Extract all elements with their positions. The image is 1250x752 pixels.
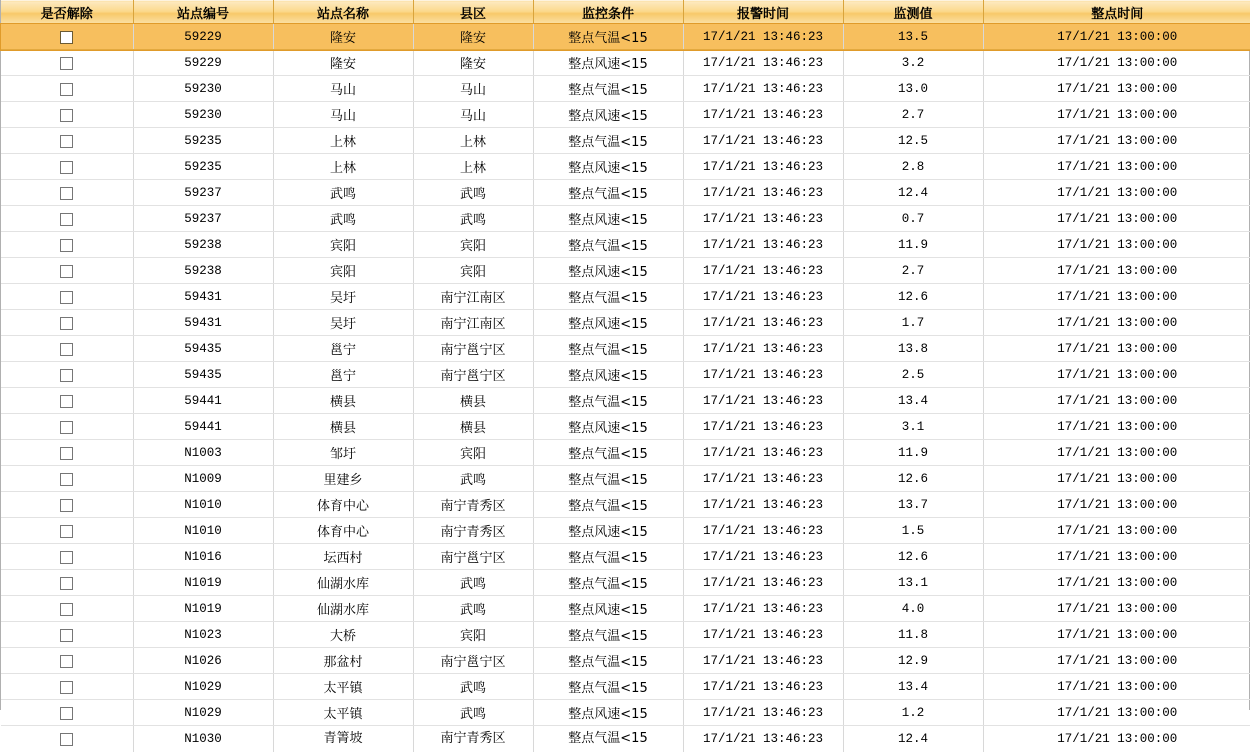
condition-cell: 整点气温<15 xyxy=(533,440,683,466)
table-row[interactable] xyxy=(1,674,1250,700)
hour-time-cell: 17/1/21 13:00:00 xyxy=(983,440,1250,466)
table-row[interactable] xyxy=(1,128,1250,154)
condition-cell: 整点气温<15 xyxy=(533,648,683,674)
alarm-time-cell: 17/1/21 13:46:23 xyxy=(683,232,843,258)
condition-cell: 整点风速<15 xyxy=(533,596,683,622)
alarm-time-cell: 17/1/21 13:46:23 xyxy=(683,622,843,648)
county-cell: 武鸣 xyxy=(413,466,533,492)
station-name-cell: 太平镇 xyxy=(273,674,413,700)
station-id-cell: 59237 xyxy=(133,206,273,232)
release-checkbox[interactable] xyxy=(60,447,73,460)
county-cell: 隆安 xyxy=(413,24,533,50)
value-cell: 12.6 xyxy=(843,466,983,492)
county-cell: 马山 xyxy=(413,76,533,102)
value-cell: 13.4 xyxy=(843,674,983,700)
station-name-cell: 太平镇 xyxy=(273,700,413,726)
column-header-value[interactable]: 监测值 xyxy=(843,1,983,24)
station-name-cell: 马山 xyxy=(273,102,413,128)
station-name-cell: 马山 xyxy=(273,76,413,102)
table-row[interactable] xyxy=(1,284,1250,310)
county-cell: 南宁邕宁区 xyxy=(413,362,533,388)
station-id-cell: N1016 xyxy=(133,544,273,570)
station-name-cell: 大桥 xyxy=(273,622,413,648)
hour-time-cell: 17/1/21 13:00:00 xyxy=(983,648,1250,674)
station-name-cell: 上林 xyxy=(273,154,413,180)
release-checkbox[interactable] xyxy=(60,83,73,96)
alarm-table xyxy=(1,0,1250,752)
release-checkbox[interactable] xyxy=(60,707,73,720)
hour-time-cell: 17/1/21 13:00:00 xyxy=(983,232,1250,258)
station-name-cell: 邹圩 xyxy=(273,440,413,466)
release-cell[interactable] xyxy=(1,50,133,76)
station-name-cell: 仙湖水库 xyxy=(273,570,413,596)
alarm-time-cell: 17/1/21 13:46:23 xyxy=(683,648,843,674)
release-cell[interactable] xyxy=(1,518,133,544)
station-id-cell: 59441 xyxy=(133,414,273,440)
value-cell: 2.8 xyxy=(843,154,983,180)
station-id-cell: 59230 xyxy=(133,76,273,102)
condition-cell: 整点气温<15 xyxy=(533,336,683,362)
release-checkbox[interactable] xyxy=(60,655,73,668)
table-body xyxy=(1,24,1250,752)
release-checkbox[interactable] xyxy=(60,239,73,252)
station-name-cell: 邕宁 xyxy=(273,362,413,388)
release-cell[interactable] xyxy=(1,726,133,752)
condition-cell: 整点气温<15 xyxy=(533,492,683,518)
value-cell: 12.4 xyxy=(843,180,983,206)
hour-time-cell: 17/1/21 13:00:00 xyxy=(983,50,1250,76)
release-checkbox[interactable] xyxy=(60,629,73,642)
station-id-cell: 59235 xyxy=(133,128,273,154)
table-row[interactable] xyxy=(1,154,1250,180)
county-cell: 隆安 xyxy=(413,50,533,76)
station-id-cell: 59230 xyxy=(133,102,273,128)
release-checkbox[interactable] xyxy=(60,31,73,44)
alarm-time-cell: 17/1/21 13:46:23 xyxy=(683,310,843,336)
hour-time-cell: 17/1/21 13:00:00 xyxy=(983,544,1250,570)
release-cell[interactable] xyxy=(1,76,133,102)
release-checkbox[interactable] xyxy=(60,57,73,70)
alarm-time-cell: 17/1/21 13:46:23 xyxy=(683,50,843,76)
alarm-time-cell: 17/1/21 13:46:23 xyxy=(683,700,843,726)
release-checkbox[interactable] xyxy=(60,265,73,278)
table-row[interactable] xyxy=(1,726,1250,752)
table-row[interactable] xyxy=(1,258,1250,284)
station-id-cell: 59441 xyxy=(133,388,273,414)
station-name-cell: 横县 xyxy=(273,414,413,440)
station-name-cell: 体育中心 xyxy=(273,492,413,518)
release-checkbox[interactable] xyxy=(60,187,73,200)
alarm-time-cell: 17/1/21 13:46:23 xyxy=(683,544,843,570)
condition-cell: 整点风速<15 xyxy=(533,310,683,336)
release-checkbox[interactable] xyxy=(60,317,73,330)
condition-cell: 整点风速<15 xyxy=(533,258,683,284)
alarm-time-cell: 17/1/21 13:46:23 xyxy=(683,206,843,232)
table-row[interactable] xyxy=(1,310,1250,336)
station-id-cell: N1023 xyxy=(133,622,273,648)
condition-cell: 整点风速<15 xyxy=(533,154,683,180)
county-cell: 武鸣 xyxy=(413,570,533,596)
station-id-cell: 59431 xyxy=(133,284,273,310)
hour-time-cell: 17/1/21 13:00:00 xyxy=(983,336,1250,362)
station-name-cell: 宾阳 xyxy=(273,232,413,258)
value-cell: 2.7 xyxy=(843,258,983,284)
release-checkbox[interactable] xyxy=(60,135,73,148)
value-cell: 12.4 xyxy=(843,726,983,752)
table-row[interactable] xyxy=(1,24,1250,50)
release-checkbox[interactable] xyxy=(60,551,73,564)
hour-time-cell: 17/1/21 13:00:00 xyxy=(983,492,1250,518)
alarm-time-cell: 17/1/21 13:46:23 xyxy=(683,596,843,622)
column-header-hour-time[interactable]: 整点时间 xyxy=(983,1,1250,24)
station-id-cell: 59229 xyxy=(133,50,273,76)
value-cell: 11.9 xyxy=(843,232,983,258)
value-cell: 12.6 xyxy=(843,284,983,310)
alarm-time-cell: 17/1/21 13:46:23 xyxy=(683,180,843,206)
alarm-time-cell: 17/1/21 13:46:23 xyxy=(683,570,843,596)
county-cell: 武鸣 xyxy=(413,180,533,206)
value-cell: 13.1 xyxy=(843,570,983,596)
value-cell: 4.0 xyxy=(843,596,983,622)
alarm-time-cell: 17/1/21 13:46:23 xyxy=(683,336,843,362)
county-cell: 横县 xyxy=(413,414,533,440)
release-cell[interactable] xyxy=(1,128,133,154)
county-cell: 南宁青秀区 xyxy=(413,518,533,544)
value-cell: 1.7 xyxy=(843,310,983,336)
station-id-cell: N1019 xyxy=(133,596,273,622)
condition-cell: 整点气温<15 xyxy=(533,622,683,648)
table-header xyxy=(1,1,1250,24)
alarm-time-cell: 17/1/21 13:46:23 xyxy=(683,128,843,154)
station-id-cell: N1030 xyxy=(133,726,273,752)
condition-cell: 整点气温<15 xyxy=(533,544,683,570)
release-cell[interactable] xyxy=(1,440,133,466)
release-cell[interactable] xyxy=(1,102,133,128)
county-cell: 南宁青秀区 xyxy=(413,726,533,752)
hour-time-cell: 17/1/21 13:00:00 xyxy=(983,388,1250,414)
condition-cell: 整点气温<15 xyxy=(533,674,683,700)
station-id-cell: N1010 xyxy=(133,492,273,518)
condition-cell: 整点气温<15 xyxy=(533,180,683,206)
hour-time-cell: 17/1/21 13:00:00 xyxy=(983,24,1250,50)
condition-cell: 整点风速<15 xyxy=(533,50,683,76)
table-row[interactable] xyxy=(1,570,1250,596)
condition-cell: 整点风速<15 xyxy=(533,206,683,232)
release-cell[interactable] xyxy=(1,284,133,310)
alarm-time-cell: 17/1/21 13:46:23 xyxy=(683,76,843,102)
table-row[interactable] xyxy=(1,518,1250,544)
condition-cell: 整点气温<15 xyxy=(533,466,683,492)
station-id-cell: 59229 xyxy=(133,24,273,50)
value-cell: 13.0 xyxy=(843,76,983,102)
station-name-cell: 坛西村 xyxy=(273,544,413,570)
release-checkbox[interactable] xyxy=(60,525,73,538)
value-cell: 13.7 xyxy=(843,492,983,518)
alarm-time-cell: 17/1/21 13:46:23 xyxy=(683,492,843,518)
release-cell[interactable] xyxy=(1,544,133,570)
station-name-cell: 横县 xyxy=(273,388,413,414)
table-row[interactable] xyxy=(1,544,1250,570)
table-row[interactable] xyxy=(1,596,1250,622)
station-id-cell: 59431 xyxy=(133,310,273,336)
county-cell: 南宁青秀区 xyxy=(413,492,533,518)
station-id-cell: N1026 xyxy=(133,648,273,674)
release-checkbox[interactable] xyxy=(60,343,73,356)
station-name-cell: 吴圩 xyxy=(273,284,413,310)
county-cell: 武鸣 xyxy=(413,206,533,232)
release-checkbox[interactable] xyxy=(60,577,73,590)
station-name-cell: 隆安 xyxy=(273,24,413,50)
station-name-cell: 里建乡 xyxy=(273,466,413,492)
release-cell[interactable] xyxy=(1,362,133,388)
county-cell: 南宁邕宁区 xyxy=(413,544,533,570)
county-cell: 武鸣 xyxy=(413,596,533,622)
hour-time-cell: 17/1/21 13:00:00 xyxy=(983,466,1250,492)
county-cell: 宾阳 xyxy=(413,258,533,284)
release-checkbox[interactable] xyxy=(60,473,73,486)
release-cell[interactable] xyxy=(1,232,133,258)
hour-time-cell: 17/1/21 13:00:00 xyxy=(983,362,1250,388)
release-cell[interactable] xyxy=(1,596,133,622)
release-checkbox[interactable] xyxy=(60,161,73,174)
hour-time-cell: 17/1/21 13:00:00 xyxy=(983,206,1250,232)
station-name-cell: 吴圩 xyxy=(273,310,413,336)
station-id-cell: 59238 xyxy=(133,258,273,284)
release-checkbox[interactable] xyxy=(60,369,73,382)
condition-cell: 整点风速<15 xyxy=(533,362,683,388)
column-header-release[interactable]: 是否解除 xyxy=(1,1,133,24)
release-checkbox[interactable] xyxy=(60,681,73,694)
condition-cell: 整点气温<15 xyxy=(533,24,683,50)
release-cell[interactable] xyxy=(1,258,133,284)
table-row[interactable] xyxy=(1,336,1250,362)
alarm-time-cell: 17/1/21 13:46:23 xyxy=(683,674,843,700)
hour-time-cell: 17/1/21 13:00:00 xyxy=(983,128,1250,154)
station-name-cell: 仙湖水库 xyxy=(273,596,413,622)
condition-cell: 整点气温<15 xyxy=(533,284,683,310)
release-cell[interactable] xyxy=(1,466,133,492)
table-row[interactable] xyxy=(1,622,1250,648)
alarm-time-cell: 17/1/21 13:46:23 xyxy=(683,726,843,752)
station-id-cell: N1029 xyxy=(133,700,273,726)
condition-cell: 整点风速<15 xyxy=(533,102,683,128)
release-cell[interactable] xyxy=(1,154,133,180)
condition-cell: 整点风速<15 xyxy=(533,518,683,544)
station-name-cell: 青箐坡 xyxy=(273,726,413,752)
station-name-cell: 宾阳 xyxy=(273,258,413,284)
release-checkbox[interactable] xyxy=(60,421,73,434)
county-cell: 武鸣 xyxy=(413,700,533,726)
hour-time-cell: 17/1/21 13:00:00 xyxy=(983,414,1250,440)
county-cell: 宾阳 xyxy=(413,622,533,648)
station-name-cell: 隆安 xyxy=(273,50,413,76)
release-checkbox[interactable] xyxy=(60,291,73,304)
hour-time-cell: 17/1/21 13:00:00 xyxy=(983,570,1250,596)
station-name-cell: 那盆村 xyxy=(273,648,413,674)
table-header-row xyxy=(1,1,1250,24)
condition-cell: 整点风速<15 xyxy=(533,414,683,440)
hour-time-cell: 17/1/21 13:00:00 xyxy=(983,674,1250,700)
release-cell[interactable] xyxy=(1,700,133,726)
station-id-cell: N1003 xyxy=(133,440,273,466)
condition-cell: 整点风速<15 xyxy=(533,700,683,726)
column-header-county[interactable]: 县区 xyxy=(413,1,533,24)
table-row[interactable] xyxy=(1,466,1250,492)
county-cell: 宾阳 xyxy=(413,440,533,466)
alarm-time-cell: 17/1/21 13:46:23 xyxy=(683,414,843,440)
hour-time-cell: 17/1/21 13:00:00 xyxy=(983,154,1250,180)
station-name-cell: 邕宁 xyxy=(273,336,413,362)
station-id-cell: 59435 xyxy=(133,362,273,388)
value-cell: 13.4 xyxy=(843,388,983,414)
release-cell[interactable] xyxy=(1,414,133,440)
release-checkbox[interactable] xyxy=(60,109,73,122)
column-header-alarm-time[interactable]: 报警时间 xyxy=(683,1,843,24)
alarm-time-cell: 17/1/21 13:46:23 xyxy=(683,466,843,492)
station-id-cell: 59435 xyxy=(133,336,273,362)
table-row[interactable] xyxy=(1,414,1250,440)
value-cell: 3.1 xyxy=(843,414,983,440)
county-cell: 横县 xyxy=(413,388,533,414)
station-id-cell: 59237 xyxy=(133,180,273,206)
table-row[interactable] xyxy=(1,440,1250,466)
alarm-time-cell: 17/1/21 13:46:23 xyxy=(683,518,843,544)
station-id-cell: N1029 xyxy=(133,674,273,700)
hour-time-cell: 17/1/21 13:00:00 xyxy=(983,310,1250,336)
hour-time-cell: 17/1/21 13:00:00 xyxy=(983,518,1250,544)
value-cell: 12.5 xyxy=(843,128,983,154)
condition-cell: 整点气温<15 xyxy=(533,726,683,752)
station-name-cell: 上林 xyxy=(273,128,413,154)
release-cell[interactable] xyxy=(1,674,133,700)
hour-time-cell: 17/1/21 13:00:00 xyxy=(983,700,1250,726)
hour-time-cell: 17/1/21 13:00:00 xyxy=(983,726,1250,752)
hour-time-cell: 17/1/21 13:00:00 xyxy=(983,102,1250,128)
value-cell: 3.2 xyxy=(843,50,983,76)
table-row[interactable] xyxy=(1,232,1250,258)
release-checkbox[interactable] xyxy=(60,733,73,746)
table-row[interactable] xyxy=(1,700,1250,726)
value-cell: 2.5 xyxy=(843,362,983,388)
station-id-cell: 59235 xyxy=(133,154,273,180)
release-cell[interactable] xyxy=(1,336,133,362)
release-cell[interactable] xyxy=(1,648,133,674)
alarm-time-cell: 17/1/21 13:46:23 xyxy=(683,154,843,180)
value-cell: 12.6 xyxy=(843,544,983,570)
hour-time-cell: 17/1/21 13:00:00 xyxy=(983,258,1250,284)
condition-cell: 整点气温<15 xyxy=(533,570,683,596)
county-cell: 南宁江南区 xyxy=(413,310,533,336)
table-row[interactable] xyxy=(1,102,1250,128)
table-row[interactable] xyxy=(1,206,1250,232)
release-cell[interactable] xyxy=(1,180,133,206)
station-name-cell: 武鸣 xyxy=(273,206,413,232)
value-cell: 1.2 xyxy=(843,700,983,726)
release-cell[interactable] xyxy=(1,622,133,648)
value-cell: 2.7 xyxy=(843,102,983,128)
county-cell: 宾阳 xyxy=(413,232,533,258)
table-row[interactable] xyxy=(1,492,1250,518)
table-row[interactable] xyxy=(1,76,1250,102)
station-id-cell: N1009 xyxy=(133,466,273,492)
hour-time-cell: 17/1/21 13:00:00 xyxy=(983,180,1250,206)
hour-time-cell: 17/1/21 13:00:00 xyxy=(983,284,1250,310)
release-checkbox[interactable] xyxy=(60,499,73,512)
value-cell: 0.7 xyxy=(843,206,983,232)
station-id-cell: N1010 xyxy=(133,518,273,544)
condition-cell: 整点气温<15 xyxy=(533,388,683,414)
release-cell[interactable] xyxy=(1,388,133,414)
alarm-time-cell: 17/1/21 13:46:23 xyxy=(683,440,843,466)
release-checkbox[interactable] xyxy=(60,213,73,226)
alarm-time-cell: 17/1/21 13:46:23 xyxy=(683,102,843,128)
table-row[interactable] xyxy=(1,180,1250,206)
release-cell[interactable] xyxy=(1,570,133,596)
column-header-condition[interactable]: 监控条件 xyxy=(533,1,683,24)
county-cell: 马山 xyxy=(413,102,533,128)
value-cell: 1.5 xyxy=(843,518,983,544)
table-row[interactable] xyxy=(1,648,1250,674)
condition-cell: 整点气温<15 xyxy=(533,128,683,154)
station-name-cell: 武鸣 xyxy=(273,180,413,206)
release-cell[interactable] xyxy=(1,492,133,518)
value-cell: 13.8 xyxy=(843,336,983,362)
alarm-time-cell: 17/1/21 13:46:23 xyxy=(683,24,843,50)
alarm-time-cell: 17/1/21 13:46:23 xyxy=(683,362,843,388)
county-cell: 上林 xyxy=(413,154,533,180)
release-checkbox[interactable] xyxy=(60,603,73,616)
station-id-cell: N1019 xyxy=(133,570,273,596)
release-cell[interactable] xyxy=(1,24,133,50)
table-row[interactable] xyxy=(1,50,1250,76)
station-id-cell: 59238 xyxy=(133,232,273,258)
hour-time-cell: 17/1/21 13:00:00 xyxy=(983,622,1250,648)
release-checkbox[interactable] xyxy=(60,395,73,408)
condition-cell: 整点气温<15 xyxy=(533,76,683,102)
county-cell: 南宁邕宁区 xyxy=(413,336,533,362)
alarm-time-cell: 17/1/21 13:46:23 xyxy=(683,388,843,414)
alarm-time-cell: 17/1/21 13:46:23 xyxy=(683,258,843,284)
county-cell: 南宁邕宁区 xyxy=(413,648,533,674)
table-row[interactable] xyxy=(1,362,1250,388)
column-header-station-id[interactable]: 站点编号 xyxy=(133,1,273,24)
county-cell: 武鸣 xyxy=(413,674,533,700)
value-cell: 12.9 xyxy=(843,648,983,674)
county-cell: 上林 xyxy=(413,128,533,154)
hour-time-cell: 17/1/21 13:00:00 xyxy=(983,596,1250,622)
alarm-time-cell: 17/1/21 13:46:23 xyxy=(683,284,843,310)
station-name-cell: 体育中心 xyxy=(273,518,413,544)
value-cell: 11.9 xyxy=(843,440,983,466)
release-cell[interactable] xyxy=(1,206,133,232)
hour-time-cell: 17/1/21 13:00:00 xyxy=(983,76,1250,102)
value-cell: 13.5 xyxy=(843,24,983,50)
condition-cell: 整点气温<15 xyxy=(533,232,683,258)
release-cell[interactable] xyxy=(1,310,133,336)
county-cell: 南宁江南区 xyxy=(413,284,533,310)
value-cell: 11.8 xyxy=(843,622,983,648)
column-header-station-name[interactable]: 站点名称 xyxy=(273,1,413,24)
table-row[interactable] xyxy=(1,388,1250,414)
